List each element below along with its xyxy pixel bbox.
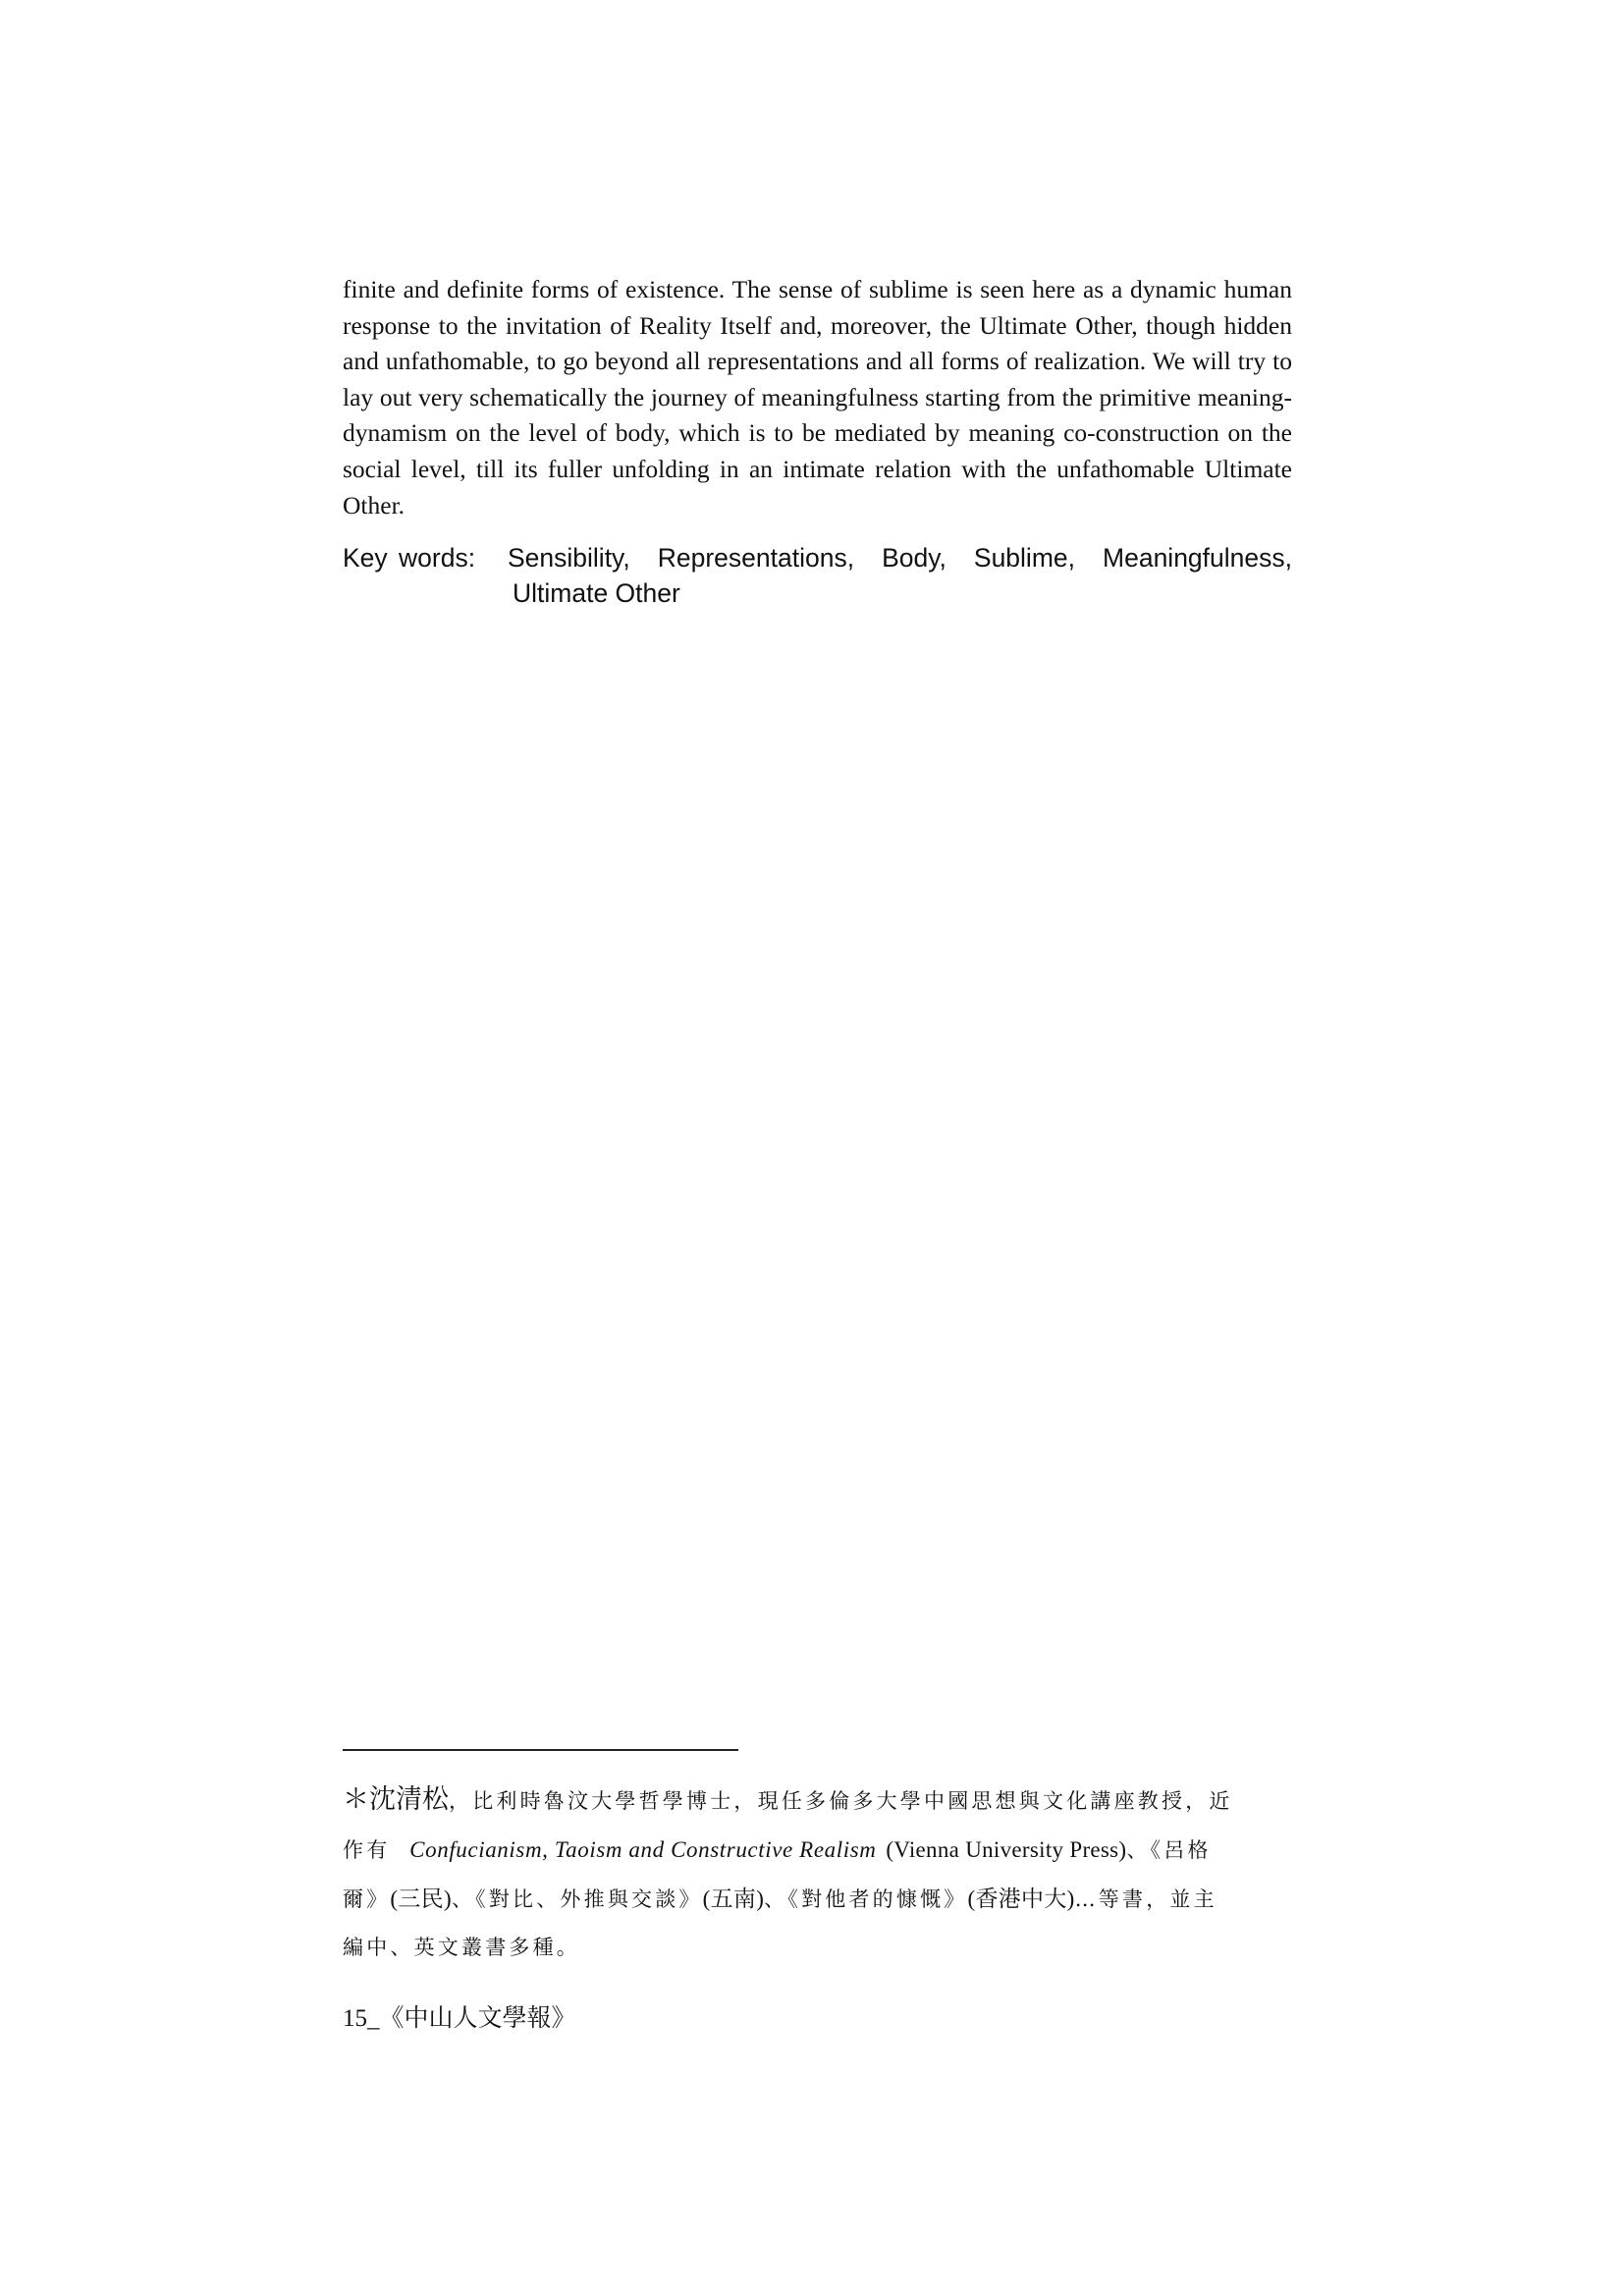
footnote-works-continued: 、《呂格 bbox=[1126, 1838, 1212, 1862]
footnote-line-2 bbox=[343, 1826, 1292, 1875]
footnote-book-title: Confucianism, Taoism and Constructive Realism bbox=[409, 1837, 877, 1862]
keywords-list bbox=[508, 540, 1292, 611]
page-number: 15 bbox=[343, 2005, 367, 2032]
footnote-line-4: 編中、英文叢書多種。 bbox=[343, 1936, 580, 1959]
footnote-publisher-b: (五南) bbox=[702, 1886, 765, 1911]
footer-separator: _ bbox=[367, 2005, 380, 2032]
page-footer bbox=[343, 2002, 576, 2036]
keywords-label: Key words: bbox=[343, 543, 476, 573]
keywords-line-1: Sensibility, Representations, Body, Sublime, Meaningfulness, bbox=[508, 543, 1292, 573]
footnote-work-b: 、《對比、外推與交談》 bbox=[451, 1887, 703, 1911]
footnote-author-name: 沈清松 bbox=[369, 1784, 449, 1815]
keywords-block bbox=[343, 540, 1292, 611]
footnote-work-c: 、《對他者的慷慨》 bbox=[764, 1887, 968, 1911]
footnote-publisher-a: (三民) bbox=[390, 1886, 452, 1911]
footnote-mark: ＊ bbox=[343, 1784, 369, 1815]
footnote-line-1 bbox=[343, 1776, 1292, 1826]
keywords-line-2: Ultimate Other bbox=[513, 578, 680, 608]
footnote-author-bio: ，比利時魯汶大學哲學博士，現任多倫多大學中國思想與文化講座教授，近 bbox=[449, 1789, 1233, 1813]
footnote-work-a: 爾》 bbox=[343, 1887, 391, 1911]
footnote-divider bbox=[343, 1749, 738, 1751]
journal-name: 《中山人文學報》 bbox=[379, 2005, 576, 2032]
abstract-paragraph: finite and definite forms of existence. The sense of sublime is seen here as a dynamic human response to the invitation of Reality Itself and, moreover, the Ultimate Other, though hidden and unfathomable, to go beyond all representations and all forms of realization. We will try to lay out very schematically the journey of meaningfulness starting from the primitive meaning-dynamism on the level of body, which is to be mediated by meaning co-construction on the social level, till its fuller unfolding in an intimate relation with the unfathomable Ultimate Other. bbox=[343, 275, 1292, 519]
footnote-publisher: (Vienna University Press) bbox=[886, 1837, 1127, 1862]
footnote-works-prefix: 作有 bbox=[343, 1838, 391, 1862]
author-footnote bbox=[343, 1776, 1292, 1972]
footnote-works-end: …等書，並主 bbox=[1074, 1887, 1217, 1911]
footnote-line-3 bbox=[343, 1875, 1292, 1924]
footnote-publisher-c: (香港中大) bbox=[967, 1886, 1075, 1911]
